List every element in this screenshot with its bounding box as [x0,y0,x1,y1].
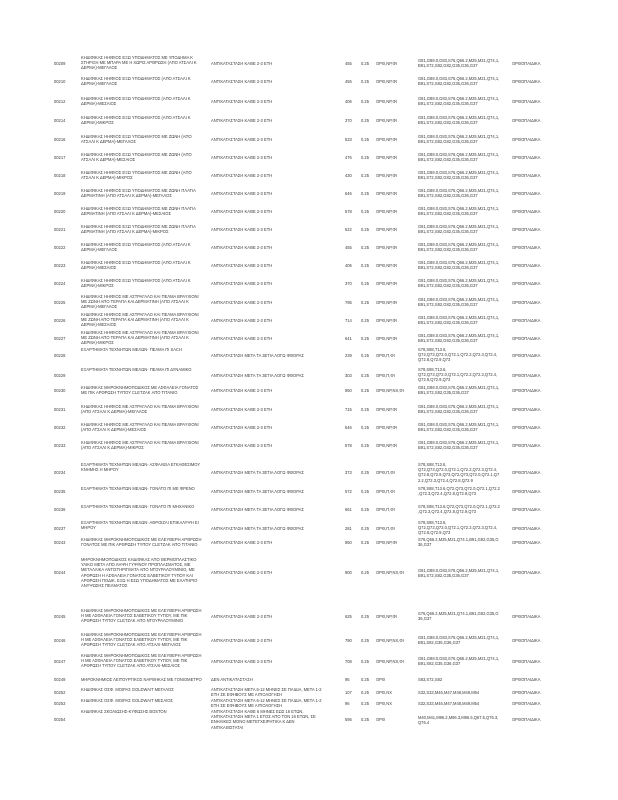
participation-rate: 0.25 [361,226,369,232]
participation-rate: 0.25 [361,98,369,104]
item-description: ΚΗΔΙΦΙΚΑΣ ΟΣΦ. ΜΟΙΡΑΣ GOLDWAIT ΜΕΣΑΙΟΣ [81,698,173,703]
participation-rate: 0.25 [361,208,369,214]
category: ΟΡΘ,ΝΡ,ΦΙ [376,424,397,430]
replacement-rule: ΑΝΤΙΚΑΤΑΣΤΑΣΗ ΚΑΘΕ 2-3 ΕΤΗ [211,387,273,393]
specialty: ΟΡΘΟΠΑΙΔΙΚΑ [512,98,541,104]
participation-rate: 0.25 [361,488,369,494]
price: 522 [345,226,352,232]
replacement-rule: ΑΝΤΙΚΑΤΑΣΤΑΣΗ ΚΑΘΕ 2-3 ΕΤΗ [211,613,273,619]
specialty: ΟΡΘΟΠΑΙΔΙΚΑ [512,613,541,619]
item-code: 00247 [54,658,66,664]
price: 455 [345,78,352,84]
replacement-rule: ΑΝΤΙΚΑΤΑΣΤΑΣΗ ΚΑΘΕ 2-3 ΕΤΗ [211,190,273,196]
item-code: 00224 [54,280,66,286]
category: ΟΡΘ,ΝΡ,ΦΙ [376,299,397,305]
replacement-rule: ΑΝΤΙΚΑΤΑΣΤΑΣΗ ΜΕΤΑ 6-12 ΜΗΝΕΣ ΣΕ ΠΑΙΔΙΑ, ΜΕΤΑ 1-2 ΕΤΗ ΣΕ ΕΦΗΒΟΥΣ ΜΕ ΑΙΤΙΟΛΟΓΗΣΗ [211,687,322,698]
price: 795 [345,299,352,305]
participation-rate: 0.25 [361,262,369,268]
diagnosis-codes: S83,S72,S82 [418,677,443,682]
item-description: ΕΞΑΡΤΗΜΑΤΑ ΤΕΧΝΗΤΩΝ ΜΕΛΩΝ- ΑΣΦΑΛΕΙΑ ΕΓΚΑΘΕΣΙΜΟΥ ΚΝΗΜΗΣ Η ΜΗΡΟΥ [81,462,200,473]
replacement-rule: ΑΝΤΙΚΑΤΑΣΤΑΣΗ ΚΑΘΕ 2-3 ΕΤΗ [211,262,273,268]
item-code: 00210 [54,78,66,84]
price: 625 [345,613,352,619]
replacement-rule: ΑΝΤΙΚΑΤΑΣΤΑΣΗ ΚΑΘΕ 2-3 ΕΤΗ [211,226,273,232]
item-description: ΚΗΔΙΦΙΚΑΣ ΗΗΙΦΙΟΣ ΕΞΩ ΥΠΟΔΗΜΑΤΟΣ (ΑΠΟ ΑΤΣΑΛΙ Κ ΔΕΡΜΑ)-ΜΙΚΡΟΣ [81,278,191,289]
diagnosis-codes: G81,G88.0,G83,S76,Q66.2,M25,M21,Q74,1,B91,S72,S82,G82,G35,G36,G37 [418,115,500,126]
diagnosis-codes: S78,S88,T13.6,Q72,Q73,Q72.0,Q72.1,Q72.2,Q72.3,Q72.4,Q72.8,Q72.9,Q73 [418,504,500,515]
specialty: ΟΡΘΟΠΑΙΔΙΚΑ [512,506,541,512]
participation-rate: 0.25 [361,387,369,393]
category: ΟΡΘ,ΝΡ,ΦΙ [376,190,397,196]
category: ΟΡΘ,ΝΡ,ΦΙ [376,154,397,160]
item-code: 00225 [54,299,66,305]
item-description: ΕΞΑΡΤΗΜΑΤΑ ΤΕΧΝΗΤΩΝ ΜΕΛΩΝ- ΑΘΡΟΙΖΑΙ ΕΠΙΚΑΛΥΨΗ ΕΙ ΜΗΡΟΥ [81,520,199,531]
diagnosis-codes: G81,G88.0,G83,S76,Q66.2,M25,M21,Q74,1,B91,S72,S82,G82,G35,G36,G37 [418,333,500,344]
category: ΟΡΘ,ΝΡ,ΦΙ [376,262,397,268]
replacement-rule: ΑΝΤΙΚΑΤΑΣΤΑΣΗ ΚΑΘΕ 2-3 ΕΤΗ [211,317,273,323]
participation-rate: 0.25 [361,406,369,412]
price: 373 [345,470,352,475]
item-code: 00252 [54,689,66,695]
diagnosis-codes: G81,G88.0,G83,S76,Q66.2,M25,M21,Q74,1,B91,S72,S82,G35,G36,G37 [418,385,500,396]
price: 715 [345,406,352,412]
category: ΟΡΘ,ΝΡ,ΦΙ [376,539,397,545]
category: ΟΡΘ,Π,ΦΙ [376,488,395,494]
replacement-rule: ΑΝΤΙΚΑΤΑΣΤΑΣΗ ΚΑΘΕ 2-3 ΕΤΗ [211,424,273,430]
diagnosis-codes: G81,G88.0,G83,S76,Q66.2,M25,M21,Q74,1,B91,S72,S82,G82,G35,G36,G37 [418,96,500,107]
diagnosis-codes: S78,S88,T13.6,Q72,Q73,Q72.0,Q72.1,Q72.2,Q72.3,Q72.4,Q72.8,Q72.9,Q73 [418,486,500,497]
replacement-rule: ΑΝΤΙΚΑΤΑΣΤΑΣΗ ΚΑΘΕ 2-3 ΕΤΗ [211,406,273,412]
item-description: ΚΗΔΙΦΙΚΑΣ ΗΗΙΦΙΟΣ ΕΞΩ ΥΠΟΔΗΜΑΤΟΣ (ΑΠΟ ΑΤΣΑΛΙ Κ ΔΕΡΜΑ)-ΜΕΣΑΙΟΣ [81,260,191,271]
diagnosis-codes: G81,G88.0,G83,S76,Q66.2,M25,M21,Q74,1,B91,S72,S82,G82,G35,G36,G37 [418,242,500,253]
diagnosis-codes: S76,Q66.2,M25,M21,Q74.1,B91,G82,G35,G36,G37 [418,611,499,622]
specialty: ΟΡΘΟΠΑΙΔΙΚΑ [512,352,541,358]
item-code: 00243 [54,539,66,545]
item-code: 00254 [54,717,66,722]
item-description: ΚΗΔΙΦΙΚΑΣ ΜΗΡΟΚΝΗΜΟΠΟΔΙΚΟΣ ΜΕ ΕΛΕΥΘΕΡΗ ΑΡΘΡΩΣΗ ΓΟΝΑΤΟΣ ΜΕ ΠΙΚ ΑΡΘΡΩΣΗ ΤΥΠΟΥ CLETZAK ΑΠΟ ΤΙΤΑΝΙΟ [81,537,202,548]
participation-rate: 0.25 [361,613,369,619]
price: 476 [345,154,352,160]
specialty: ΟΡΘΟΠΑΙΔΙΚΑ [512,372,541,378]
diagnosis-codes: G81,G88.0,G83,S76,Q66.2,M25,M21,Q74,1,B91,S72,S82,G82,G35,G36,G37 [418,206,500,217]
diagnosis-codes: G81,G88.0,G83,S76,Q66.2,M25,M21,Q74,1,B91,S82,G35,G36,G37 [418,635,500,646]
replacement-rule: ΑΝΤΙΚΑΤΑΣΤΑΣΗ ΚΑΘΕ 2-3 ΕΤΗ [211,208,273,214]
participation-rate: 0.25 [361,317,369,323]
diagnosis-codes: S78,S88,T13.6, Q72,Q73,Q72.0,Q72.1,Q72.2,Q72.3,Q72.4,Q72.8,Q72.9,Q73 [418,520,498,536]
item-description: ΜΗΡΟΚΝΗΜΙΟΣ ΛΕΙΤΟΥΡΓΙΚΟΣ ΝΑΡΘΗΚΑΣ ΜΕ ΓΟΝΙΟΜΕΤΡΟ [81,677,202,682]
replacement-rule: ΑΝΤΙΚΑΤΑΣΤΑΣΗ ΚΑΘΕ 2-3 ΕΤΗ [211,117,273,123]
price: 455 [345,60,352,66]
specialty: ΟΡΘΟΠΑΙΔΙΚΑ [512,442,541,448]
item-code: 00209 [54,60,66,66]
replacement-rule: ΑΝΤΙΚΑΤΑΣΤΑΣΗ ΚΑΘΕ 2-3 ΕΤΗ [211,78,273,84]
item-description: ΚΗΔΙΦΙΚΑΣ ΗΗΙΦΙΟΣ ΕΞΩ ΥΠΟΔΗΜΑΤΟΣ ΜΕ ΖΩΝΗ (ΑΠΟ ΑΤΣΑΛΙ Κ ΔΕΡΜΑ)-ΜΙΚΡΟΣ [81,170,192,181]
participation-rate: 0.25 [361,700,369,706]
item-code: 00217 [54,154,66,160]
category: ΟΡΘ,ΝΡ,ΦΙ [376,60,397,66]
price: 455 [345,244,352,250]
price: 714 [345,317,352,323]
replacement-rule: ΑΝΤΙΚΑΤΑΣΤΑΣΗ ΜΕΤΑ ΤΑ 3ΕΤΙΑ ΛΟΓΩ ΦΘΟΡΑΣ [211,372,304,378]
participation-rate: 0.25 [361,154,369,160]
participation-rate: 0.25 [361,717,369,722]
item-code: 00233 [54,442,66,448]
diagnosis-codes: G81,G88.0,G83,S76,Q66.2,M25,M21,Q74,1,B91,S72,S82,G82,G35,G36,G37 [418,134,500,145]
category: ΟΡΘ,ΝΡ,ΦΙ [376,98,397,104]
diagnosis-codes: S32,S33,M46,M47,M48,M49,M54 [418,700,480,706]
item-code: 00218 [54,172,66,178]
specialty: ΟΡΘΟΠΑΙΔΙΚΑ [512,262,541,268]
participation-rate: 0.25 [361,658,369,664]
replacement-rule: ΑΝΤΙΚΑΤΑΣΤΑΣΗ ΜΕΤΑ ΤΑ 3ΕΤΙΑ ΛΟΓΩ ΦΘΟΡΑΣ [211,488,304,494]
price: 641 [345,335,352,341]
specialty: ΟΡΘΟΠΑΙΔΙΚΑ [512,637,541,643]
item-description: ΚΗΔΙΦΙΚΑΣ ΗΗΙΦΙΟΣ ΜΕ ΑΣΤΡΑΓΑΛΟ ΚΑΙ ΠΕΛΜΑ ΒΡΑΥΧΙΟΝΙ (ΑΠΟ ΑΤΣΑΛΙ Κ ΔΕΡΜΑ)-ΜΕΓΑΛΟΣ [81,404,199,415]
diagnosis-codes: G81,G88.0,G83,S76,Q66.2,M25,M21,Q74,1,B91,S72,S82,G82,G35,G36,G37 [418,170,500,181]
replacement-rule: ΑΝΤΙΚΑΤΑΣΤΑΣΗ ΜΕΤΑ ΤΑ 3ΕΤΙΑ ΛΟΓΩ ΦΘΟΡΑΣ [211,470,304,475]
item-description: ΚΗΔΙΦΙΚΑΣ ΗΗΙΦΙΟΣ ΕΞΩ ΥΠΟΔΗΜΑΤΟΣ (ΑΠΟ ΑΤΣΑΛΙ Κ ΔΕΡΜΑ)-ΜΕΣΑΙΟΣ [81,96,191,107]
category: ΟΡΘ,ΝΡ,ΦΙ [376,335,397,341]
category: ΟΡΘ,ΝΧ [376,689,392,695]
item-code: 00230 [54,387,66,393]
specialty: ΟΡΘΟΠΑΙΔΙΚΑ [512,136,541,142]
participation-rate: 0.25 [361,60,369,66]
replacement-rule: ΑΝΤΙΚΑΤΑΣΤΑΣΗ ΚΑΘΕ 2-3 ΕΤΗ [211,172,273,178]
participation-rate: 0.25 [361,677,369,682]
diagnosis-codes: G81,G88.0,G83,S76,Q66.2,M25,M21,Q74,1,B91,S72,S82,G82,G35,G36,G37 [418,260,500,271]
item-code: 00237 [54,525,66,531]
item-description: ΚΗΔΙΦΙΚΑΣ ΗΗΙΦΙΟΣ ΕΞΩ ΥΠΟΔΗΜΑΤΟΣ ΜΕ ΥΠΟΔΗΜΑ Κ ΣΤΗΡΙΞΗ ΜΕ ΜΠΑΡΑ ΜΕ Η ΧΩΡΙΣ ΑΡΘΡΩΣΗ (ΑΠΟ ΑΤΣΑΛΙ Κ ΔΕΡΜΑ)-ΜΕΓΑΛΟΣ [81,55,197,71]
participation-rate: 0.25 [361,280,369,286]
price: 96 [345,700,350,706]
item-code: 00227 [54,335,66,341]
diagnosis-codes: G81,G88.0,G83,S76,Q66.2,M25,M21,Q74,1,B91,S72,S82,G82,G35,G36,G37 [418,297,500,308]
participation-rate: 0.25 [361,136,369,142]
item-code: 00236 [54,506,66,512]
replacement-rule: ΑΝΤΙΚΑΤΑΣΤΑΣΗ ΜΕΤΑ ΤΑ 3ΕΤΙΑ ΛΟΓΩ ΦΘΟΡΑΣ [211,525,304,531]
item-description: ΚΗΔΙΦΙΚΑΣ ΗΗΙΦΙΟΣ ΕΞΩ ΥΠΟΔΗΜΑΤΟΣ ΜΕ ΖΩΝΗ (ΑΠΟ ΑΤΣΑΛΙ Κ ΔΕΡΜΑ)-ΜΕΣΑΙΟΣ [81,152,192,163]
specialty: ΟΡΘΟΠΑΙΔΙΚΑ [512,424,541,430]
item-description: ΚΗΔΙΦΙΚΑΣ ΗΗΙΦΙΟΣ ΕΞΩ ΥΠΟΔΗΜΑΤΟΣ (ΑΠΟ ΑΤΣΑΛΙ Κ ΔΕΡΜΑ)-ΜΕΓΑΛΟΣ [81,76,191,87]
diagnosis-codes: G81,G88.0,G83,S76,Q66.2,M25,M21,Q74,1,B91,S72,S82,G82,G35,G36,G37 [418,440,500,451]
category: ΟΡΘ,Π,ΦΙ [376,525,395,531]
specialty: ΟΡΘΟΠΑΙΔΙΚΑ [512,470,541,475]
item-code: 00228 [54,352,66,358]
specialty: ΟΡΘΟΠΑΙΔΙΚΑ [512,190,541,196]
diagnosis-codes: G81,G88.0,G83,S76,Q66.2,M25,M21,Q74,1,B91,S82,G35,G36,G37 [418,656,500,667]
price: 281 [345,525,352,531]
item-code: 00234 [54,470,66,475]
price: 430 [345,172,352,178]
replacement-rule: ΑΝΤΙΚΑΤΑΣΤΑΣΗ ΚΑΘΕ 2-3 ΕΤΗ [211,60,273,66]
replacement-rule: ΑΝΤΙΚΑΤΑΣΤΑΣΗ ΚΑΘΕ 2-3 ΕΤΗ [211,280,273,286]
specialty: ΟΡΘΟΠΑΙΔΙΚΑ [512,717,541,722]
price: 370 [345,117,352,123]
specialty: ΟΡΘΟΠΑΙΔΙΚΑ [512,658,541,664]
replacement-rule: ΑΝΤΙΚΑΤΑΣΤΑΣΗ ΚΑΘΕ 2-3 ΕΤΗ [211,98,273,104]
specialty: ΟΡΘΟΠΑΙΔΙΚΑ [512,406,541,412]
price: 661 [345,506,352,512]
participation-rate: 0.25 [361,78,369,84]
item-code: 00223 [54,262,66,268]
category: ΟΡΘ,ΝΡ,ΦΙ [376,442,397,448]
specialty: ΟΡΘΟΠΑΙΔΙΚΑ [512,299,541,305]
diagnosis-codes: G81,G88.0,G83,S76,Q66.2,M25,M21,Q74,1,B91,S72,S82,G82,G35,G36,G37 [418,188,500,199]
diagnosis-codes: S32,S33,M46,M47,M48,M49,M54 [418,689,480,695]
specialty: ΟΡΘΟΠΑΙΔΙΚΑ [512,677,541,682]
diagnosis-codes: S78,S88,T13.6, Q72,Q73,Q72.0,Q72.1,Q72.2,Q72.3,Q72.4,Q72.8,Q72.9,Q73 [418,347,498,363]
item-description: ΚΗΔΙΦΙΚΑΣ ΜΗΡΟΚΝΗΜΟΠΟΔΙΚΟΣ ΜΕ ΑΣΦΑΛΕΙΑ ΓΟΝΑΤΟΣ ΜΕ ΠΙΚ ΑΡΘΡΩΣΗ ΤΥΠΟΥ CLETZAK ΑΠΟ ΤΙΤΑΝΙΟ [81,385,199,396]
price: 708 [345,658,352,664]
item-description: ΕΞΑΡΤΗΜΑΤΑ ΤΕΧΝΗΤΩΝ ΜΕΛΩΝ- ΠΕΛΜΑ ΠΙ ΔΥΝΑΜΙΚΟ [81,367,192,372]
specialty: ΟΡΘΟΠΑΙΔΙΚΑ [512,335,541,341]
item-description: ΚΗΔΙΦΙΚΑΣ ΗΗΙΦΙΟΣ ΜΕ ΑΣΤΡΑΓΑΛΟ ΚΑΙ ΠΕΛΜΑ ΒΡΑΥΧΙΟΝΙ ΜΕ ΖΩΝΗ ΑΠΟ ΤΕΡΑΠΑ ΚΑΙ ΔΕΡΜΑΤΙΝΗ (ΑΠΟ ΑΤΣΑΛΙ Κ ΔΕΡΜΑ)-ΜΕΣΑΙΟΣ [81,312,199,328]
replacement-rule: ΑΝΤΙΚΑΤΑΣΤΑΣΗ ΚΑΘΕ 2-3 ΕΤΗ [211,442,273,448]
participation-rate: 0.25 [361,299,369,305]
replacement-rule: ΑΝΤΙΚΑΤΑΣΤΑΣΗ ΚΑΘΕ 2-3 ΕΤΗ [211,299,273,305]
price: 303 [345,372,352,378]
category: ΟΡΘ [376,677,386,682]
participation-rate: 0.25 [361,190,369,196]
price: 95 [345,677,350,682]
category: ΟΡΘ,ΝΡ,ΦΙ [376,613,397,619]
item-code: 00232 [54,424,66,430]
replacement-rule: ΑΝΤΙΚΑΤΑΣΤΑΣΗ ΚΑΘΕ 2-3 ΕΤΗ [211,637,273,643]
item-description: ΚΗΔΙΦΙΚΑΣ ΜΗΡΟΚΝΗΜΟΠΟΔΙΚΟΣ ΜΕ ΕΛΕΥΘΕΡΗ ΑΡΘΡΩΣΗ Η ΜΕ ΑΣΦΑΛΕΙΑ ΓΟΝΑΤΟΣ ΕΛΒΕΤΙΚΟΥ ΤΥΠΟΥ, ΜΕ ΠΙΚ ΑΡΘΡΩΣΗ ΤΥΠΟΥ CLETZAK ΑΠΟ ΑΤΣΑΛΙ-ΜΕΣΑΙΟΣ [81,653,202,669]
participation-rate: 0.25 [361,525,369,531]
price: 406 [345,98,352,104]
category: ΟΡΘ,Π,ΦΙ [376,470,395,475]
diagnosis-codes: G81,G88.0,G83,S76,Q66.2,M25,M21,Q74,1,B91,S72,S82,G82,G35,G36,G37 [418,278,500,289]
participation-rate: 0.25 [361,335,369,341]
item-description: ΜΗΡΟΚΝΗΜΟΠΟΔΙΚΟΣ ΚΗΔΙΦΙΚΑΣ ΑΠΟ ΘΕΡΜΟΠΛΑΣΤΙΚΟ ΥΛΙΚΟ ΜΕΤΑ ΑΠΟ ΛΗΨΗ ΓΥΨΙΝΟΥ ΠΡΟΠΛΑΣΜΑΤΟΣ, ΜΕ ΜΕΤΑΛΛΙΚΑ ΑΝΤΙΣΤΗΡΙΓΜΑΤΑ ΑΠΟ ΝΤΟΥΡΑΛΟΥΜΙΝΙΟ, ΜΕ ΑΡΘΡΩΣΗ Η ΑΣΦΑΛΕΙΑ ΓΟΝΑΤΟΣ ΕΛΒΕΤΙΚΟΥ ΤΥΠΟΥ ΚΑΙ ΑΡΘΡΩΣΗ ΠΟΔΙΚ. ΕΞΩ Η ΕΣΩ ΥΠΟΔΗΜΑΤΟΣ ΜΕ ΕΛΑΤΗΡΙΟ ΑΝΥΨΩΣΗΣ ΠΕΛΜΑΤΟΣ [81,557,198,589]
category: ΟΡΘ,ΝΡ,ΦΙ [376,244,397,250]
specialty: ΟΡΘΟΠΑΙΔΙΚΑ [512,700,541,706]
specialty: ΟΡΘΟΠΑΙΔΙΚΑ [512,226,541,232]
specialty: ΟΡΘΟΠΑΙΔΙΚΑ [512,60,541,66]
price: 578 [345,442,352,448]
item-description: ΚΗΔΙΦΙΚΑΣ ΣΚΟΛΙΩΣΗΣ-ΚΥΦΩΣΗΣ BOSTON [81,709,167,714]
item-code: 00221 [54,226,66,232]
specialty: ΟΡΘΟΠΑΙΔΙΚΑ [512,539,541,545]
item-description: ΚΗΔΙΦΙΚΑΣ ΗΗΙΦΙΟΣ ΕΞΩ ΥΠΟΔΗΜΑΤΟΣ (ΑΠΟ ΑΤΣΑΛΙ Κ ΔΕΡΜΑ)-ΜΙΚΡΟΣ [81,115,191,126]
item-description: ΚΗΔΙΦΙΚΑΣ ΜΗΡΟΚΝΗΜΟΠΟΔΙΚΟΣ ΜΕ ΕΛΕΥΘΕΡΗ ΑΡΘΡΩΣΗ Η ΜΕ ΑΣΦΑΛΕΙΑ ΓΟΝΑΤΟΣ ΕΛΒΕΤΙΚΟΥ ΤΥΠΟΥ, ΜΕ ΠΙΚ ΑΡΘΡΩΣΗ ΤΥΠΟΥ CLETZAK ΑΠΟ ΑΤΣΑΛΙ-ΜΕΓΑΛΟΣ [81,632,202,648]
category: ΟΡΘ,ΝΡ,ΦΙ [376,208,397,214]
item-code: 00222 [54,244,66,250]
price: 572 [345,488,352,494]
participation-rate: 0.25 [361,117,369,123]
item-code: 00212 [54,98,66,104]
category: ΟΡΘ,ΝΡ,ΝΧ,ΦΙ [376,658,404,664]
category: ΟΡΘ,ΝΡ,ΝΧ,ΦΙ [376,637,404,643]
category: ΟΡΘ,ΝΧ [376,700,392,706]
category: ΟΡΘ,ΝΡ,ΦΙ [376,136,397,142]
item-code: 00235 [54,488,66,494]
item-code: 00219 [54,190,66,196]
replacement-rule: ΑΝΤΙΚΑΤΑΣΤΑΣΗ ΚΑΘΕ 2-3 ΕΤΗ [211,335,273,341]
item-code: 00249 [54,677,66,682]
participation-rate: 0.25 [361,506,369,512]
category: ΟΡΘ,ΝΡ,ΦΙ [376,117,397,123]
price: 239 [345,352,352,358]
item-description: ΚΗΔΙΦΙΚΑΣ ΟΣΦ. ΜΟΙΡΑΣ GOLDWAIT ΜΕΓΑΛΟΣ [81,687,174,692]
item-description: ΕΞΑΡΤΗΜΑΤΑ ΤΕΧΝΗΤΩΝ ΜΕΛΩΝ- ΠΕΛΜΑ ΠΙ SACH [81,347,182,352]
item-description: ΕΞΑΡΤΗΜΑΤΑ ΤΕΧΝΗΤΩΝ ΜΕΛΩΝ- ΓΟΝΑΤΟ ΠΙ ΜΕ ΦΡΕΝΟ [81,486,195,491]
specialty: ΟΡΘΟΠΑΙΔΙΚΑ [512,244,541,250]
price: 578 [345,208,352,214]
item-description: ΚΗΔΙΦΙΚΑΣ ΜΗΡΟΚΝΗΜΟΠΟΔΙΚΟΣ ΜΕ ΕΛΕΥΘΕΡΗ ΑΡΘΡΩΣΗ Η ΜΕ ΑΣΦΑΛΕΙΑ ΓΟΝΑΤΟΣ ΕΛΒΕΤΙΚΟΥ ΤΥΠΟΥ, ΜΕ ΠΙΚ ΑΡΘΡΩΣΗ ΤΥΠΟΥ CLETZAK ΑΠΟ ΝΤΟΥΡΑΛΟΥΜΙΝΙΟ [81,608,202,624]
category: ΟΡΘ,ΝΡ,ΦΙ [376,317,397,323]
specialty: ΟΡΘΟΠΑΙΔΙΚΑ [512,280,541,286]
price: 950 [345,387,352,393]
replacement-rule: ΑΝΤΙΚΑΤΑΣΤΑΣΗ ΜΕΤΑ ΤΑ 3ΕΤΙΑ ΛΟΓΩ ΦΘΟΡΑΣ [211,506,304,512]
diagnosis-codes: S78,S88,T13.6, Q72,Q73,Q72.0,Q72.1,Q72.2,Q72.3,Q72.4,Q72.8,Q72.9,Q73,Q72,Q73,Q72.0,Q72.1,Q72.2,Q72.3,Q72.4,Q72.8,Q72.9 [418,462,500,483]
item-description: ΚΗΔΙΦΙΚΑΣ ΗΗΙΦΙΟΣ ΕΞΩ ΥΠΟΔΗΜΑΤΟΣ (ΑΠΟ ΑΤΣΑΛΙ Κ ΔΕΡΜΑ)-ΜΕΓΑΛΟΣ [81,242,191,253]
category: ΟΡΘ,ΝΡ,ΦΙ [376,172,397,178]
replacement-rule: ΑΝΤΙΚΑΤΑΣΤΑΣΗ ΚΑΘΕ 2-3 ΕΤΗ [211,136,273,142]
specialty: ΟΡΘΟΠΑΙΔΙΚΑ [512,488,541,494]
category: ΟΡΘ,ΝΡ,ΝΧ,ΦΙ [376,387,404,393]
replacement-rule: ΑΝΤΙΚΑΤΑΣΤΑΣΗ ΚΑΘΕ 2-3 ΕΤΗ [211,539,273,545]
item-code: 00231 [54,406,66,412]
replacement-rule: ΑΝΤΙΚΑΤΑΣΤΑΣΗ ΚΑΘΕ 2-3 ΕΤΗ [211,244,273,250]
item-description: ΚΗΔΙΦΙΚΑΣ ΗΗΙΦΙΟΣ ΕΞΩ ΥΠΟΔΗΜΑΤΟΣ ΜΕ ΖΩΝΗ ΠΛΑΤΙΑ ΔΕΡΜΑΤΙΝΗ (ΑΠΟ ΑΤΣΑΛΙ Κ ΔΕΡΜΑ)-ΜΕΣΑΙΟΣ [81,206,196,217]
category: ΟΡΘ,ΝΡ,ΦΙ [376,226,397,232]
item-description: ΚΗΔΙΦΙΚΑΣ ΗΗΙΦΙΟΣ ΜΕ ΑΣΤΡΑΓΑΛΟ ΚΑΙ ΠΕΛΜΑ ΒΡΑΥΧΙΟΝΙ (ΑΠΟ ΑΤΣΑΛΙ Κ ΔΕΡΜΑ)-ΜΙΚΡΟΣ [81,440,199,451]
price: 646 [345,424,352,430]
replacement-rule: ΑΝΤΙΚΑΤΑΣΤΑΣΗ ΜΕΤΑ 6-12 ΜΗΝΕΣ ΣΕ ΠΑΙΔΙΑ, ΜΕΤΑ 1-2 ΕΤΗ ΣΕ ΕΦΗΒΟΥΣ ΜΕ ΑΙΤΙΟΛΟΓΗΣΗ [211,698,322,709]
replacement-rule: ΑΝΤΙΚΑΤΑΣΤΑΣΗ ΚΑΘΕ 2-3 ΕΤΗ [211,658,273,664]
diagnosis-codes: G81,G88.0,G83,S76,Q66.2,M25,M21,Q74,1,B91,S72,S82,G82,G35,G36,G37 [418,422,500,433]
participation-rate: 0.25 [361,424,369,430]
price: 406 [345,262,352,268]
category: ΟΡΘ,ΝΡ,ΦΙ [376,406,397,412]
category: ΟΡΘ,ΝΡ,ΝΧ,ΦΙ [376,570,404,575]
category: ΟΡΘ,ΝΡ,ΦΙ [376,280,397,286]
diagnosis-codes: G81,G88.0,G83,S76,Q66.2,M25,M21,Q74,1,B91,S72,S82,G82,G35,G36,G37 [418,224,500,235]
category: ΟΡΘ,Π,ΦΙ [376,352,395,358]
item-code: 00244 [54,570,66,575]
item-description: ΚΗΔΙΦΙΚΑΣ ΗΗΙΦΙΟΣ ΜΕ ΑΣΤΡΑΓΑΛΟ ΚΑΙ ΠΕΛΜΑ ΒΡΑΥΧΙΟΝΙ (ΑΠΟ ΑΤΣΑΛΙ Κ ΔΕΡΜΑ)-ΜΕΣΑΙΟΣ [81,422,199,433]
price: 533 [345,136,352,142]
category: ΟΡΘ [376,717,386,722]
specialty: ΟΡΘΟΠΑΙΔΙΚΑ [512,317,541,323]
participation-rate: 0.25 [361,372,369,378]
item-description: ΚΗΔΙΦΙΚΑΣ ΗΗΙΦΙΟΣ ΕΞΩ ΥΠΟΔΗΜΑΤΟΣ ΜΕ ΖΩΝΗ (ΑΠΟ ΑΤΣΑΛΙ Κ ΔΕΡΜΑ)-ΜΕΓΑΛΟΣ [81,134,192,145]
diagnosis-codes: S78,S88,T13.6, Q72,Q73,Q72.0,Q72.1,Q72.2,Q72.3,Q72.4,Q72.8,Q72.9,Q73 [418,367,498,383]
diagnosis-codes: M40,M41,M96.2,M96.3,M96.5,Q67.5,Q76.3,Q76.4 [418,714,499,725]
specialty: ΟΡΘΟΠΑΙΔΙΚΑ [512,208,541,214]
replacement-rule: ΑΝΤΙΚΑΤΑΣΤΑΣΗ ΚΑΘΕ 2-3 ΕΤΗ [211,570,273,575]
replacement-rule: ΑΝΤΙΚΑΤΑΣΤΑΣΗ ΚΑΘΕ 6 ΜΗΝΕΣ ΕΩΣ 16 ΕΤΩΝ, ΑΝΤΙΚΑΤΑΣΤΑΣΗ ΜΕΤΑ 1 ΕΤΟΣ ΑΠΟ ΤΟΝ 16 ΕΤΩΝ, ΣΕ ΕΝΗΛΙΚΕΣ ΜΟΝΟ ΜΕΤΕΓΧΕΙΡΗΤΙΚΑ Κ ΔΕΝ ΑΝΤΙΚΑΘΙΣΤΑΤΑΙ [211,709,316,730]
diagnosis-codes: G81,G88.0,G83,S76,Q66.2,M25,M21,Q74,1,B91,S72,S82,G82,G35,G36,G37 [418,152,500,163]
participation-rate: 0.25 [361,689,369,695]
price: 950 [345,539,352,545]
diagnosis-codes: G81,G88.0,G83,S76,Q66.2,M25,M21,Q74,1,B91,S72,S82,G82,G35,G36,G37 [418,404,500,415]
participation-rate: 0.25 [361,539,369,545]
item-description: ΚΗΔΙΦΙΚΑΣ ΗΗΙΦΙΟΣ ΕΞΩ ΥΠΟΔΗΜΑΤΟΣ ΜΕ ΖΩΝΗ ΠΛΑΤΙΑ ΔΕΡΜΑΤΙΝΗ (ΑΠΟ ΑΤΣΑΛΙ Κ ΔΕΡΜΑ)-ΜΙΚΡΟΣ [81,224,196,235]
price: 370 [345,280,352,286]
item-description: ΕΞΑΡΤΗΜΑΤΑ ΤΕΧΝΗΤΩΝ ΜΕΛΩΝ- ΓΟΝΑΤΟ ΠΙ ΜΗΧΑΝΙΚΟ [81,504,195,509]
category: ΟΡΘ,ΝΡ,ΦΙ [376,78,397,84]
specialty: ΟΡΘΟΠΑΙΔΙΚΑ [512,117,541,123]
specialty: ΟΡΘΟΠΑΙΔΙΚΑ [512,387,541,393]
item-description: ΚΗΔΙΦΙΚΑΣ ΗΗΙΦΙΟΣ ΜΕ ΑΣΤΡΑΓΑΛΟ ΚΑΙ ΠΕΛΜΑ ΒΡΑΥΧΙΟΝΙ ΜΕ ΖΩΝΗ ΑΠΟ ΤΕΡΑΠΑ ΚΑΙ ΔΕΡΜΑΤΙΝΗ (ΑΠΟ ΑΤΣΑΛΙ Κ ΔΕΡΜΑ)-ΜΕΓΑΛΟΣ [81,294,199,310]
specialty: ΟΡΘΟΠΑΙΔΙΚΑ [512,78,541,84]
replacement-rule: ΑΝΤΙΚΑΤΑΣΤΑΣΗ ΜΕΤΑ ΤΑ 3ΕΤΙΑ ΛΟΓΩ ΦΘΟΡΑΣ [211,352,304,358]
price: 900 [345,570,352,575]
price: 595 [345,717,352,722]
diagnosis-codes: G81,G88.0,G83,S76,Q66.2,M25,M21,Q74,1,B91,S72,S82,G82,G35,G36,G37 [418,315,500,326]
participation-rate: 0.25 [361,352,369,358]
participation-rate: 0.25 [361,172,369,178]
item-code: 00229 [54,372,66,378]
item-code: 00220 [54,208,66,214]
participation-rate: 0.25 [361,442,369,448]
price: 107 [345,689,352,695]
participation-rate: 0.25 [361,570,369,575]
item-code: 00216 [54,136,66,142]
diagnosis-codes: G81,G88.0,G83,S76,Q66.2,M25,M21,Q74,1,B91,S72,S82,G82,G35,G36,G37 [418,76,500,87]
item-code: 00226 [54,317,66,323]
specialty: ΟΡΘΟΠΑΙΔΙΚΑ [512,172,541,178]
diagnosis-codes: G81,G88.0,G83,S76,Q66.2,M25,M21,Q74,1,B91,S72,S82,G35,G36,G37 [418,567,500,578]
category: ΟΡΘ,Π,ΦΙ [376,372,395,378]
item-description: ΚΗΔΙΦΙΚΑΣ ΗΗΙΦΙΟΣ ΜΕ ΑΣΤΡΑΓΑΛΟ ΚΑΙ ΠΕΛΜΑ ΒΡΑΥΧΙΟΝΙ ΜΕ ΖΩΝΗ ΑΠΟ ΤΕΡΑΠΑ ΚΑΙ ΔΕΡΜΑΤΙΝΗ (ΑΠΟ ΑΤΣΑΛΙ Κ ΔΕΡΜΑ)-ΜΙΚΡΟΣ [81,330,199,346]
item-code: 00246 [54,637,66,643]
price: 646 [345,190,352,196]
replacement-rule: ΑΝΤΙΚΑΤΑΣΤΑΣΗ ΚΑΘΕ 2-3 ΕΤΗ [211,154,273,160]
replacement-rule: ΔΕΝ ΑΝΤΙΚΑΤΑΣΤΑΣΗ [211,677,253,682]
participation-rate: 0.25 [361,470,369,475]
diagnosis-codes: G81,G88.0,G83,S76,Q66.2,M25,M21,Q74,1,B91,S72,S82,G82,G35,G36,G37 [418,58,500,69]
participation-rate: 0.25 [361,244,369,250]
category: ΟΡΘ,Π,ΦΙ [376,506,395,512]
specialty: ΟΡΘΟΠΑΙΔΙΚΑ [512,154,541,160]
item-description: ΚΗΔΙΦΙΚΑΣ ΗΗΙΦΙΟΣ ΕΞΩ ΥΠΟΔΗΜΑΤΟΣ ΜΕ ΖΩΝΗ ΠΛΑΤΙΑ ΔΕΡΜΑΤΙΝΗ (ΑΠΟ ΑΤΣΑΛΙ Κ ΔΕΡΜΑ)-ΜΕΓΑΛΟΣ [81,188,196,199]
diagnosis-codes: S76,Q66.2,M25,M21,Q74.1,B91,G82,G35,G36,G37 [418,537,499,548]
specialty: ΟΡΘΟΠΑΙΔΙΚΑ [512,689,541,695]
item-code: 00214 [54,117,66,123]
participation-rate: 0.25 [361,637,369,643]
item-code: 00245 [54,613,66,619]
price: 790 [345,637,352,643]
item-code: 00253 [54,700,66,706]
specialty: ΟΡΘΟΠΑΙΔΙΚΑ [512,570,541,575]
specialty: ΟΡΘΟΠΑΙΔΙΚΑ [512,525,541,531]
